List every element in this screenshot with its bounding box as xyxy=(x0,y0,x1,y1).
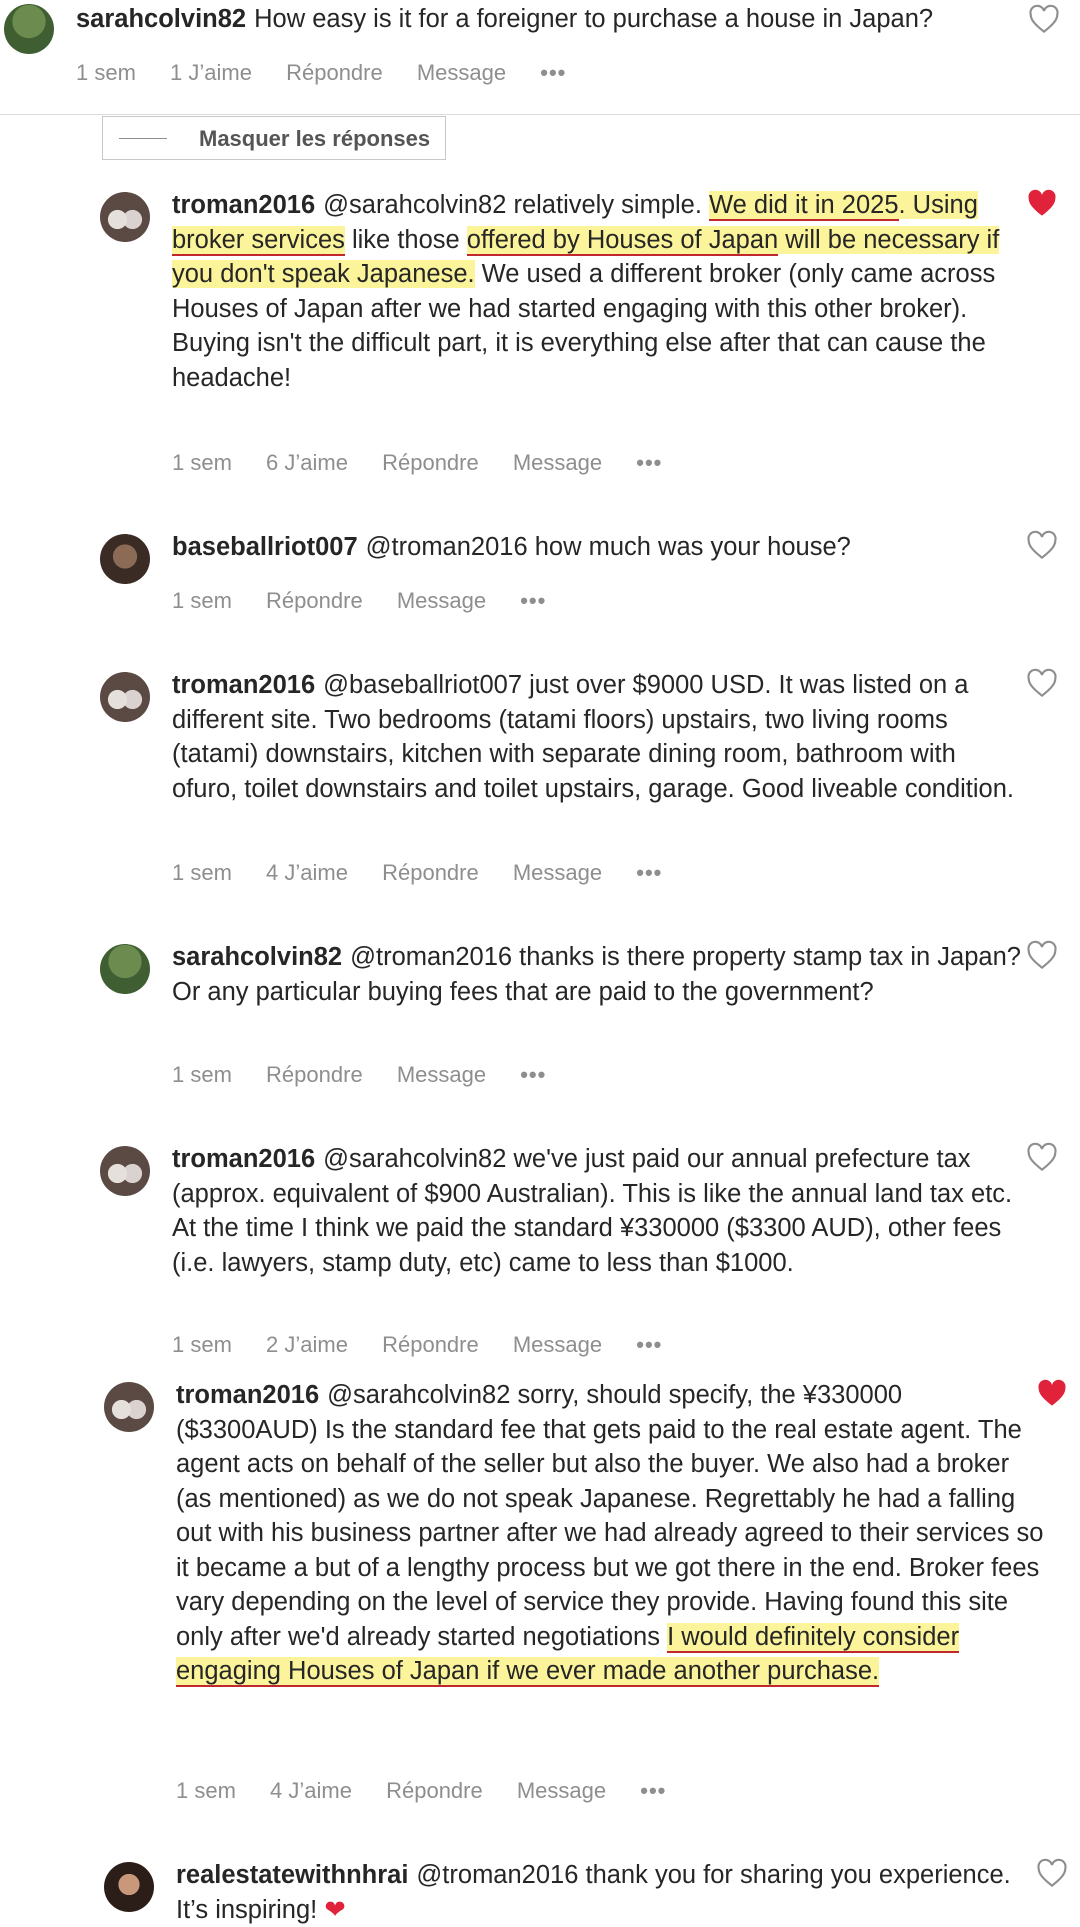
username[interactable]: baseballriot007 xyxy=(172,533,358,561)
time: 1 sem xyxy=(172,450,232,475)
time: 1 sem xyxy=(172,860,232,885)
reply-button[interactable]: Répondre xyxy=(286,60,383,85)
likes-count[interactable]: 4 J’aime xyxy=(270,1778,352,1803)
heart-emoji-icon: ❤ xyxy=(324,1895,346,1924)
comment-text: troman2016 @sarahcolvin82 relatively simple. We did it in 2025. Using broker services like those offered by Houses of Japan will be necessary if you don't speak Japanese. We used a different broker (only came across Houses of Japan after we had started engaging with this other broker). Buying isn't the difficult part, it is everything else after that can cause the headache! xyxy=(172,191,1000,392)
reply-button[interactable]: Répondre xyxy=(382,860,479,885)
avatar[interactable] xyxy=(4,4,54,54)
username[interactable]: sarahcolvin82 xyxy=(172,943,343,971)
line-icon xyxy=(119,138,167,139)
heart-outline-icon[interactable] xyxy=(1026,668,1058,698)
comment-text: sarahcolvin82 How easy is it for a foreigner to purchase a house in Japan? xyxy=(76,5,934,33)
more-options-icon[interactable]: ••• xyxy=(636,1332,663,1357)
reply-button[interactable]: Répondre xyxy=(266,1062,363,1087)
message-button[interactable]: Message xyxy=(512,450,603,475)
username[interactable]: troman2016 xyxy=(176,1381,320,1409)
reply-button[interactable]: Répondre xyxy=(386,1778,483,1803)
avatar[interactable] xyxy=(100,192,150,242)
comment-text: troman2016 @sarahcolvin82 we've just paid our annual prefecture tax (approx. equivalent of $900 Australian). This is like the annual land tax etc. At the time I think we paid the standard ¥330000 ($3300 AUD), other fees (i.e. lawyers, stamp duty, etc) came to less than $1000. xyxy=(172,1145,1013,1277)
comment-meta xyxy=(76,60,594,86)
more-options-icon[interactable]: ••• xyxy=(636,450,663,475)
comment-meta xyxy=(176,1778,694,1804)
username[interactable]: realestatewithnhrai xyxy=(176,1861,409,1889)
heart-filled-icon[interactable] xyxy=(1026,188,1058,218)
reply-button[interactable]: Répondre xyxy=(382,1332,479,1357)
username[interactable]: sarahcolvin82 xyxy=(76,5,247,33)
time: 1 sem xyxy=(176,1778,236,1803)
username[interactable]: troman2016 xyxy=(172,671,316,699)
comment-meta xyxy=(172,588,574,614)
comment-text: troman2016 @baseballriot007 just over $9000 USD. It was listed on a different site. Two bedrooms (tatami floors) upstairs, two living rooms (tatami) downstairs, kitchen with separate dining room, bathroom with ofuro, toilet downstairs and toilet upstairs, garage. Good liveable condition. xyxy=(172,671,1014,803)
time: 1 sem xyxy=(172,1062,232,1087)
username[interactable]: troman2016 xyxy=(172,191,316,219)
comment-text: troman2016 @sarahcolvin82 sorry, should specify, the ¥330000 ($3300AUD) Is the standard fee that gets paid to the real estate agent. The agent acts on behalf of the seller but also the buyer. We also had a broker (as mentioned) as we do not speak Japanese. Regrettably he had a falling out with his business partner after we had already agreed to their services so it became a but of a lengthy process but we got there in the end. Broker fees vary depending on the level of service they provide. Having found this site only after we'd already started negotiations I would definitely consider engaging Houses of Japan if we ever made another purchase. xyxy=(176,1381,1044,1685)
likes-count[interactable]: 6 J’aime xyxy=(266,450,348,475)
time: 1 sem xyxy=(76,60,136,85)
comment-meta xyxy=(172,450,690,476)
heart-outline-icon[interactable] xyxy=(1026,1142,1058,1172)
more-options-icon[interactable]: ••• xyxy=(520,1062,547,1087)
message-button[interactable]: Message xyxy=(416,60,507,85)
heart-filled-icon[interactable] xyxy=(1036,1378,1068,1408)
avatar[interactable] xyxy=(104,1382,154,1432)
comment-meta xyxy=(172,1332,690,1358)
comment-text: sarahcolvin82 @troman2016 thanks is there property stamp tax in Japan? Or any particular buying fees that are paid to the government? xyxy=(172,943,1021,1006)
likes-count[interactable]: 2 J’aime xyxy=(266,1332,348,1357)
comment-meta xyxy=(172,860,690,886)
avatar[interactable] xyxy=(100,1146,150,1196)
message-button[interactable]: Message xyxy=(512,1332,603,1357)
heart-outline-icon[interactable] xyxy=(1028,4,1060,34)
username[interactable]: troman2016 xyxy=(172,1145,316,1173)
avatar[interactable] xyxy=(100,944,150,994)
more-options-icon[interactable]: ••• xyxy=(640,1778,667,1803)
time: 1 sem xyxy=(172,1332,232,1357)
heart-outline-icon[interactable] xyxy=(1036,1858,1068,1888)
reply-button[interactable]: Répondre xyxy=(266,588,363,613)
heart-outline-icon[interactable] xyxy=(1026,940,1058,970)
message-button[interactable]: Message xyxy=(516,1778,607,1803)
hide-replies-button[interactable]: Masquer les réponses xyxy=(102,116,446,160)
comment-text: realestatewithnhrai @troman2016 thank you for sharing you experience. It’s inspiring! ❤ xyxy=(176,1861,1011,1924)
more-options-icon[interactable]: ••• xyxy=(540,60,567,85)
divider xyxy=(0,114,1080,115)
message-button[interactable]: Message xyxy=(512,860,603,885)
comment-meta xyxy=(172,1062,574,1088)
avatar[interactable] xyxy=(104,1862,154,1912)
reply-button[interactable]: Répondre xyxy=(382,450,479,475)
comment-text: baseballriot007 @troman2016 how much was your house? xyxy=(172,533,851,561)
more-options-icon[interactable]: ••• xyxy=(520,588,547,613)
message-button[interactable]: Message xyxy=(396,1062,487,1087)
heart-outline-icon[interactable] xyxy=(1026,530,1058,560)
message-button[interactable]: Message xyxy=(396,588,487,613)
avatar[interactable] xyxy=(100,672,150,722)
likes-count[interactable]: 4 J’aime xyxy=(266,860,348,885)
likes-count[interactable]: 1 J’aime xyxy=(170,60,252,85)
more-options-icon[interactable]: ••• xyxy=(636,860,663,885)
time: 1 sem xyxy=(172,588,232,613)
avatar[interactable] xyxy=(100,534,150,584)
